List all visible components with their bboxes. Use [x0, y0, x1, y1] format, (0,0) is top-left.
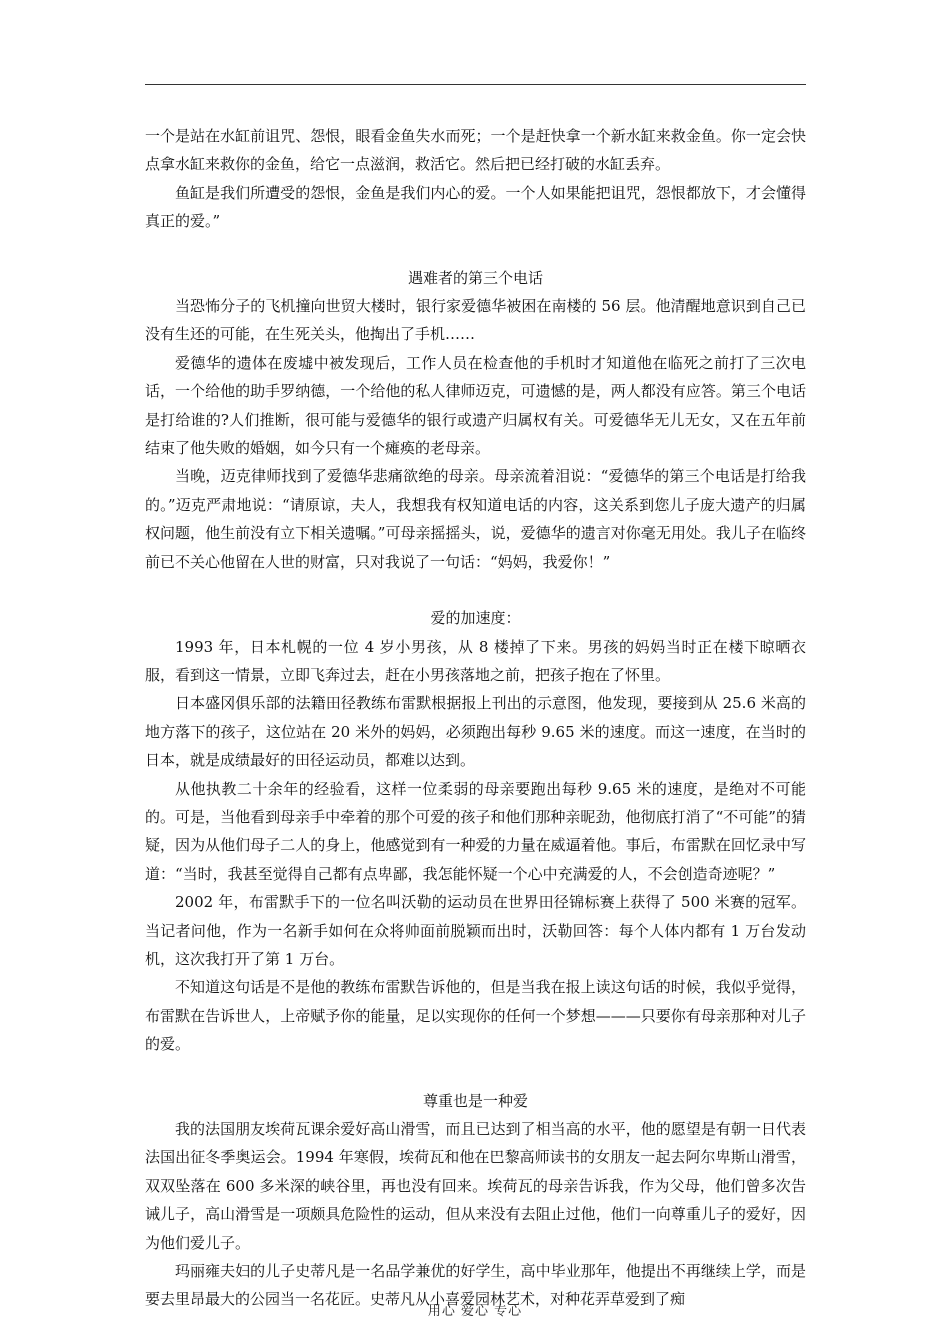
section-gap — [145, 576, 806, 604]
body-paragraph: 2002 年，布雷默手下的一位名叫沃勒的运动员在世界田径锦标赛上获得了 500 米赛的冠军。当记者问他，作为一名新手如何在众将帅面前脱颖而出时，沃勒回答：每个人体内都有 1 万台发动机，这次我打开了第 1 万台。 — [145, 893, 806, 968]
section-title: 尊重也是一种爱 — [422, 1091, 528, 1110]
section-title: 爱的加速度： — [430, 609, 521, 628]
body-paragraph: 我的法国朋友埃荷瓦课余爱好高山滑雪，而且已达到了相当高的水平，他的愿望是有朝一日代表法国出征冬季奥运会。1994 年寒假，埃荷瓦和他在巴黎高师读书的女朋友一起去阿尔卑斯山滑雪，双双坠落在 600 多米深的峡谷里，再也没有回来。埃荷瓦的母亲告诉我，作为父母，他们曾多次告诫儿子，高山滑雪是一项颇具危险性的运动，但从来没有去阻止过他，他们一向尊重儿子的爱好，因为他们爱儿子。 — [145, 1120, 806, 1252]
section-title: 遇难者的第三个电话 — [407, 268, 543, 287]
body-paragraph: 玛丽雍夫妇的儿子史蒂凡是一名品学兼优的好学生，高中毕业那年，他提出不再继续上学，而是要去里昂最大的公园当一名花匠。史蒂凡从小喜爱园林艺术，对种花弄草爱到了痴 — [145, 1262, 806, 1309]
body-paragraph: 当晚，迈克律师找到了爱德华悲痛欲绝的母亲。母亲流着泪说：“爱德华的第三个电话是打给我的。”迈克严肃地说：“请原谅，夫人，我想我有权知道电话的内容，这关系到您儿子庞大遗产的归属权问题，他生前没有立下相关遗嘱。”可母亲摇摇头，说，爱德华的遗言对你毫无用处。我儿子在临终前已不关心他留在人世的财富，只对我说了一句话：“妈妈，我爱你！” — [145, 467, 806, 571]
page-footer: 用心 爱心 专心 — [427, 1304, 523, 1319]
body-paragraph: 爱德华的遗体在废墟中被发现后，工作人员在检查他的手机时才知道他在临死之前打了三次电话，一个给他的助手罗纳德，一个给他的私人律师迈克，可遗憾的是，两人都没有应答。第三个电话是打给谁的?人们推断，很可能与爱德华的银行或遗产归属权有关。可爱德华无儿无女，又在五年前结束了他失败的婚姻，如今只有一个瘫痪的老母亲。 — [145, 353, 806, 458]
intro-paragraph: 鱼缸是我们所遭受的怨恨，金鱼是我们内心的爱。一个人如果能把诅咒，怨恨都放下，才会懂得真正的爱。” — [145, 183, 806, 231]
body-paragraph: 当恐怖分子的飞机撞向世贸大楼时，银行家爱德华被困在南楼的 56 层。他清醒地意识到自己已没有生还的可能，在生死关头，他掏出了手机…… — [145, 297, 806, 344]
intro-paragraph: 一个是站在水缸前诅咒、怨恨，眼看金鱼失水而死；一个是赶快拿一个新水缸来救金鱼。你一定会快点拿水缸来救你的金鱼，给它一点滋润，救活它。然后把已经打破的水缸丢弃。 — [145, 127, 806, 174]
document-body — [145, 122, 806, 1314]
body-paragraph: 1993 年，日本札幌的一位 4 岁小男孩，从 8 楼掉了下来。男孩的妈妈当时正在楼下晾晒衣服，看到这一情景，立即飞奔过去，赶在小男孩落地之前，把孩子抱在了怀里。 — [145, 637, 806, 684]
body-paragraph: 从他执教二十余年的经验看，这样一位柔弱的母亲要跑出每秒 9.65 米的速度，是绝对不可能的。可是，当他看到母亲手中牵着的那个可爱的孩子和他们那种亲昵劲，他彻底打消了“不可能”的猜疑，因为从他们母子二人的身上，他感觉到有一种爱的力量在威逼着他。事后，布雷默在回忆录中写道：“当时，我甚至觉得自己都有点卑鄙，我怎能怀疑一个心中充满爱的人，不会创造奇迹呢？” — [145, 779, 806, 883]
body-paragraph: 不知道这句话是不是他的教练布雷默告诉他的，但是当我在报上读这句话的时候，我似乎觉得，布雷默在告诉世人，上帝赋予你的能量，足以实现你的任何一个梦想———只要你有母亲那种对儿子的爱。 — [145, 978, 806, 1054]
body-paragraph: 日本盛冈俱乐部的法籍田径教练布雷默根据报上刊出的示意图，他发现，要接到从 25.6 米高的地方落下的孩子，这位站在 20 米外的妈妈，必须跑出每秒 9.65 米的速度。而这一速度，在当时的日本，就是成绩最好的田径运动员，都难以达到。 — [145, 694, 806, 770]
section-gap — [145, 236, 806, 264]
section-gap — [145, 1059, 806, 1087]
header-rule — [145, 84, 806, 85]
